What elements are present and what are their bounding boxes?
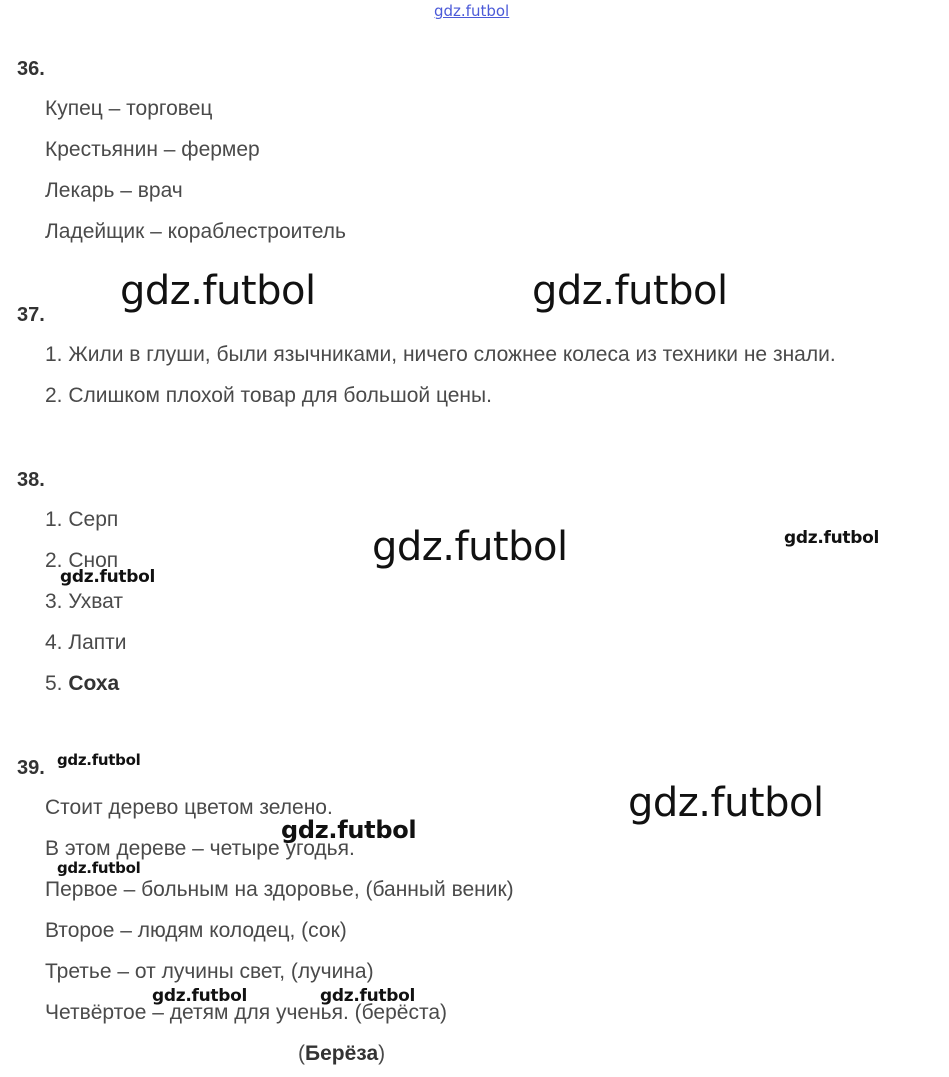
poem-line: В этом дереве – четыре угодья.: [45, 837, 355, 860]
answer-line: 1. Серп: [45, 508, 119, 531]
poem-line: Четвёртое – детям для ученья. (берёста): [45, 1001, 448, 1024]
watermark: gdz.futbol: [57, 751, 141, 769]
task-number-39: 39.: [17, 757, 45, 779]
watermark: gdz.futbol: [152, 986, 247, 1006]
watermark: gdz.futbol: [281, 816, 417, 844]
answer-line: [45, 672, 119, 696]
watermark: gdz.futbol: [57, 859, 141, 877]
poem-line: Третье – от лучины свет, (лучина): [45, 960, 374, 983]
watermark: gdz.futbol: [60, 567, 155, 587]
answer-bold: Берёза: [305, 1042, 379, 1065]
answer-open: (: [298, 1042, 305, 1065]
answer-line: Лекарь – врач: [45, 179, 183, 202]
poem-line: Первое – больным на здоровье, (банный веник): [45, 878, 514, 901]
watermark: gdz.futbol: [628, 780, 824, 826]
task-number-37: 37.: [17, 304, 45, 326]
answer-line: 3. Ухват: [45, 590, 124, 613]
watermark: gdz.futbol: [120, 268, 316, 314]
watermark: gdz.futbol: [784, 528, 879, 548]
answer-line: 2. Сноп: [45, 549, 119, 572]
watermark: gdz.futbol: [532, 268, 728, 314]
answer-close: ): [378, 1042, 386, 1065]
watermark-top: gdz.futbol: [434, 2, 510, 20]
riddle-answer: [298, 1042, 385, 1066]
watermark: gdz.futbol: [320, 986, 415, 1006]
answer-line: 4. Лапти: [45, 631, 127, 654]
watermark: gdz.futbol: [372, 524, 568, 570]
answer-line: Ладейщик – кораблестроитель: [45, 220, 346, 243]
task-number-38: 38.: [17, 469, 45, 491]
answer-line: Купец – торговец: [45, 97, 213, 120]
answer-line: 2. Слишком плохой товар для большой цены.: [45, 384, 492, 407]
poem-line: Второе – людям колодец, (сок): [45, 919, 347, 942]
task-number-36: 36.: [17, 58, 45, 80]
answer-prefix: 5.: [45, 672, 69, 695]
answer-bold: Соха: [68, 672, 120, 695]
answer-line: 1. Жили в глуши, были язычниками, ничего сложнее колеса из техники не знали.: [45, 343, 836, 366]
poem-line: Стоит дерево цветом зелено.: [45, 796, 333, 819]
answer-line: Крестьянин – фермер: [45, 138, 260, 161]
